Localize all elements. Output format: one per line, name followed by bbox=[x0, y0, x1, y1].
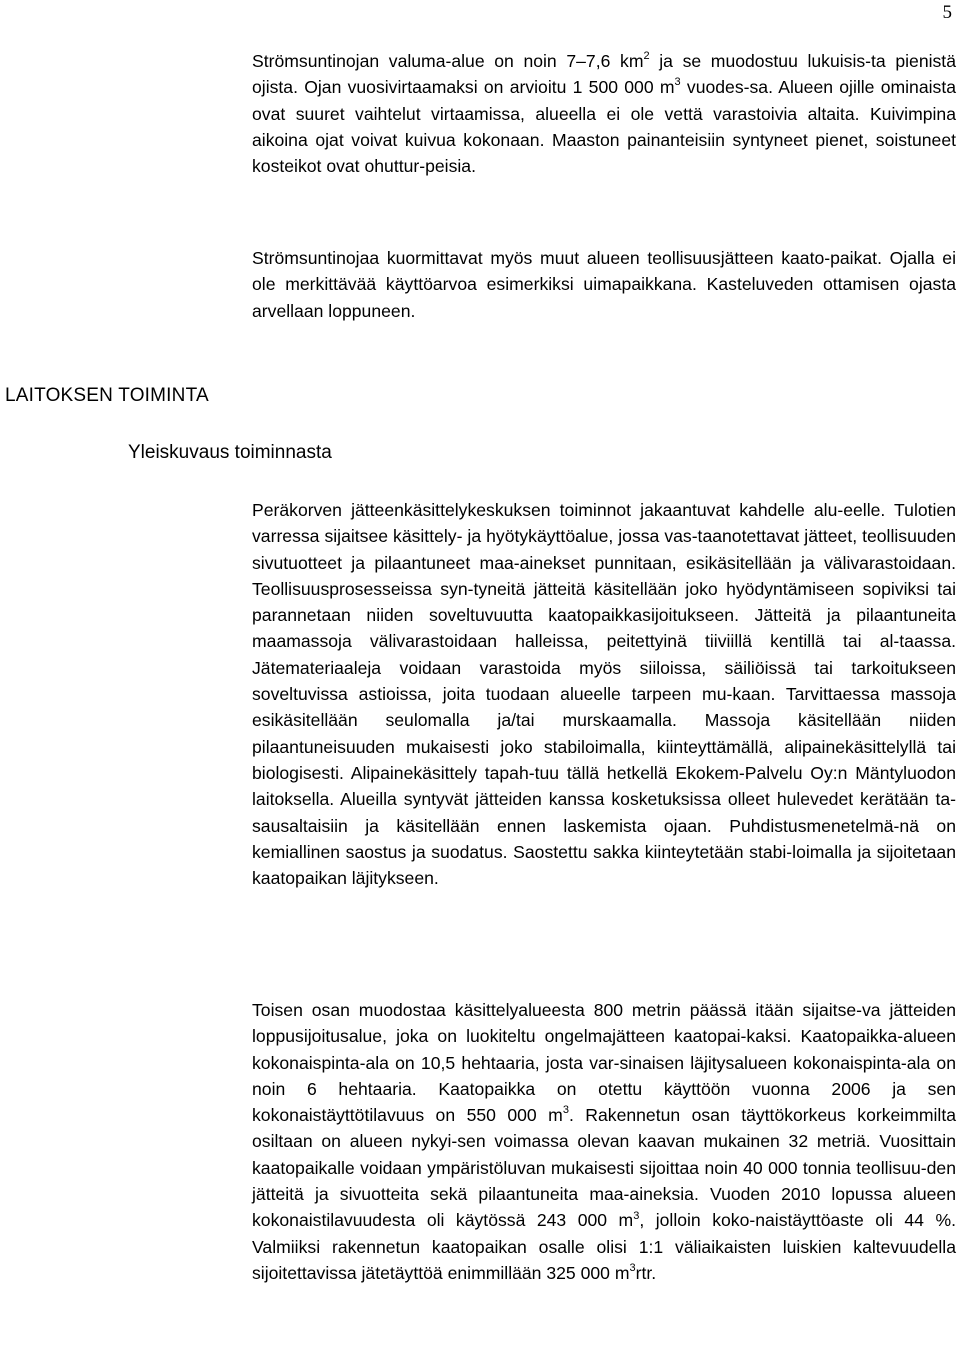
page-number: 5 bbox=[942, 2, 952, 23]
paragraph-catchment bbox=[252, 48, 956, 179]
subsection-heading: Yleiskuvaus toiminnasta bbox=[128, 442, 332, 463]
text-run: Strömsuntinojan valuma-alue on noin 7–7,6 km bbox=[252, 51, 644, 71]
superscript: 3 bbox=[674, 76, 681, 89]
text-run: . Rakennetun osan täyttökorkeus korkeimmilta osiltaan on alueen nykyi-sen voimassa olevan kaavan mukainen 32 metriä. Vuosittain kaatopaikalle voidaan ympäristöluvan mukaisesti sijoittaa noin 40 000 tonnia teollisuu-den jätteitä ja sivuotteita sekä pilaantuneita maa-aineksia. Vuoden 2010 lopussa alueen kokonaistilavuudesta oli käytössä 243 000 m bbox=[252, 1105, 956, 1231]
superscript: 3 bbox=[562, 1104, 569, 1117]
text-run: , jolloin koko-naistäyttöaste oli 44 %. Valmiiksi rakennetun kaatopaikan osalle olisi 1:1 väliaikaisten luiskien kaltevuudella sijoitettavissa jätetäyttöä enimmillään 325 000 m bbox=[252, 1210, 956, 1283]
text-run: rtr. bbox=[635, 1262, 657, 1283]
text-run: vuodes-sa. Alueen ojille ominaista ovat suuret vaihtelut virtaamissa, alueella ei ole vettä varastoivia altaita. Kuivimpina aikoina ojat voivat kuivua kokonaan. Maaston painanteisiin syntyneet pienet, soistuneet kosteikot ovat ohuttur-peisia. bbox=[252, 77, 956, 177]
paragraph-landfill bbox=[252, 997, 956, 1286]
text-run: Toisen osan muodostaa käsittelyalueesta 800 metrin päässä itään sijaitse-va jätteiden loppusijoitusalue, joka on luokiteltu ongelmajätteen kaatopai-kaksi. Kaatopaikka-alueen kokonaispinta-ala on 10,5 hehtaaria, josta var-sinaisen läjitysalueen kokonaispinta-ala on noin 6 hehtaaria. Kaatopaikka on otettu käyttöön vuonna 2006 ja sen kokonaistäyttötilavuus on 550 000 m bbox=[252, 1000, 956, 1126]
paragraph-loading: Strömsuntinojaa kuormittavat myös muut alueen teollisuusjätteen kaato-paikat. Ojalla ei ole merkittävää käyttöarvoa esimerkiksi uimapaikkana. Kasteluveden ottamisen ojasta arvellaan loppuneen. bbox=[252, 248, 956, 321]
superscript: 2 bbox=[643, 50, 650, 63]
text-run: ja se muodostuu lukuisis-ta pienistä ojista. Ojan vuosivirtaamaksi on arvioitu 1 500 000 m bbox=[252, 51, 956, 98]
superscript: 3 bbox=[629, 1262, 636, 1275]
paragraph-operations: Peräkorven jätteenkäsittelykeskuksen toiminnot jakaantuvat kahdelle alu-eelle. Tulotien varressa sijaitsee käsittely- ja hyötykäyttöalue, jossa vas-taanotettavat jätteet, teollisuuden sivutuotteet ja pilaantuneet maa-ainekset punnitaan, esikäsitellään ja välivarastoidaan. Teollisuusprosesseissa syn-tyneitä jätteitä käsitellään joko hyödyntämiseen sopiviksi tai parannetaan niiden soveltuvuutta kaatopaikkasijoitukseen. Jätteitä ja pilaantuneita maamassoja välivarastoidaan halleissa, peitettyinä tiiviillä kentillä tai al-taassa. Jätemateriaaleja voidaan varastoida myös siiloissa, säiliöissä tai tarkoitukseen soveltuvissa astioissa, joita tuodaan alueelle tarpeen mu-kaan. Tarvittaessa massoja esikäsitellään seulomalla ja/tai murskaamalla. Massoja käsitellään niiden pilaantuneisuuden mukaisesti joko stabiloimalla, kiinteyttämällä, alipainekäsittelyllä tai biologisesti. Alipainekäsittely tapah-tuu tällä hetkellä Ekokem-Palvelu Oy:n Mäntyluodon laitoksella. Alueilla syntyvät jätteiden kanssa kosketuksissa olleet hulevedet kerätään ta-sausaltaisiin ja käsitellään ennen laskemista ojaan. Puhdistusmenetelmä-nä on kemiallinen saostus ja suodatus. Saostettu sakka kiinteytetään stabi-loimalla ja sijoitetaan kaatopaikan läjitykseen. bbox=[252, 500, 956, 889]
section-heading: LAITOKSEN TOIMINTA bbox=[5, 385, 209, 406]
superscript: 3 bbox=[633, 1209, 640, 1222]
